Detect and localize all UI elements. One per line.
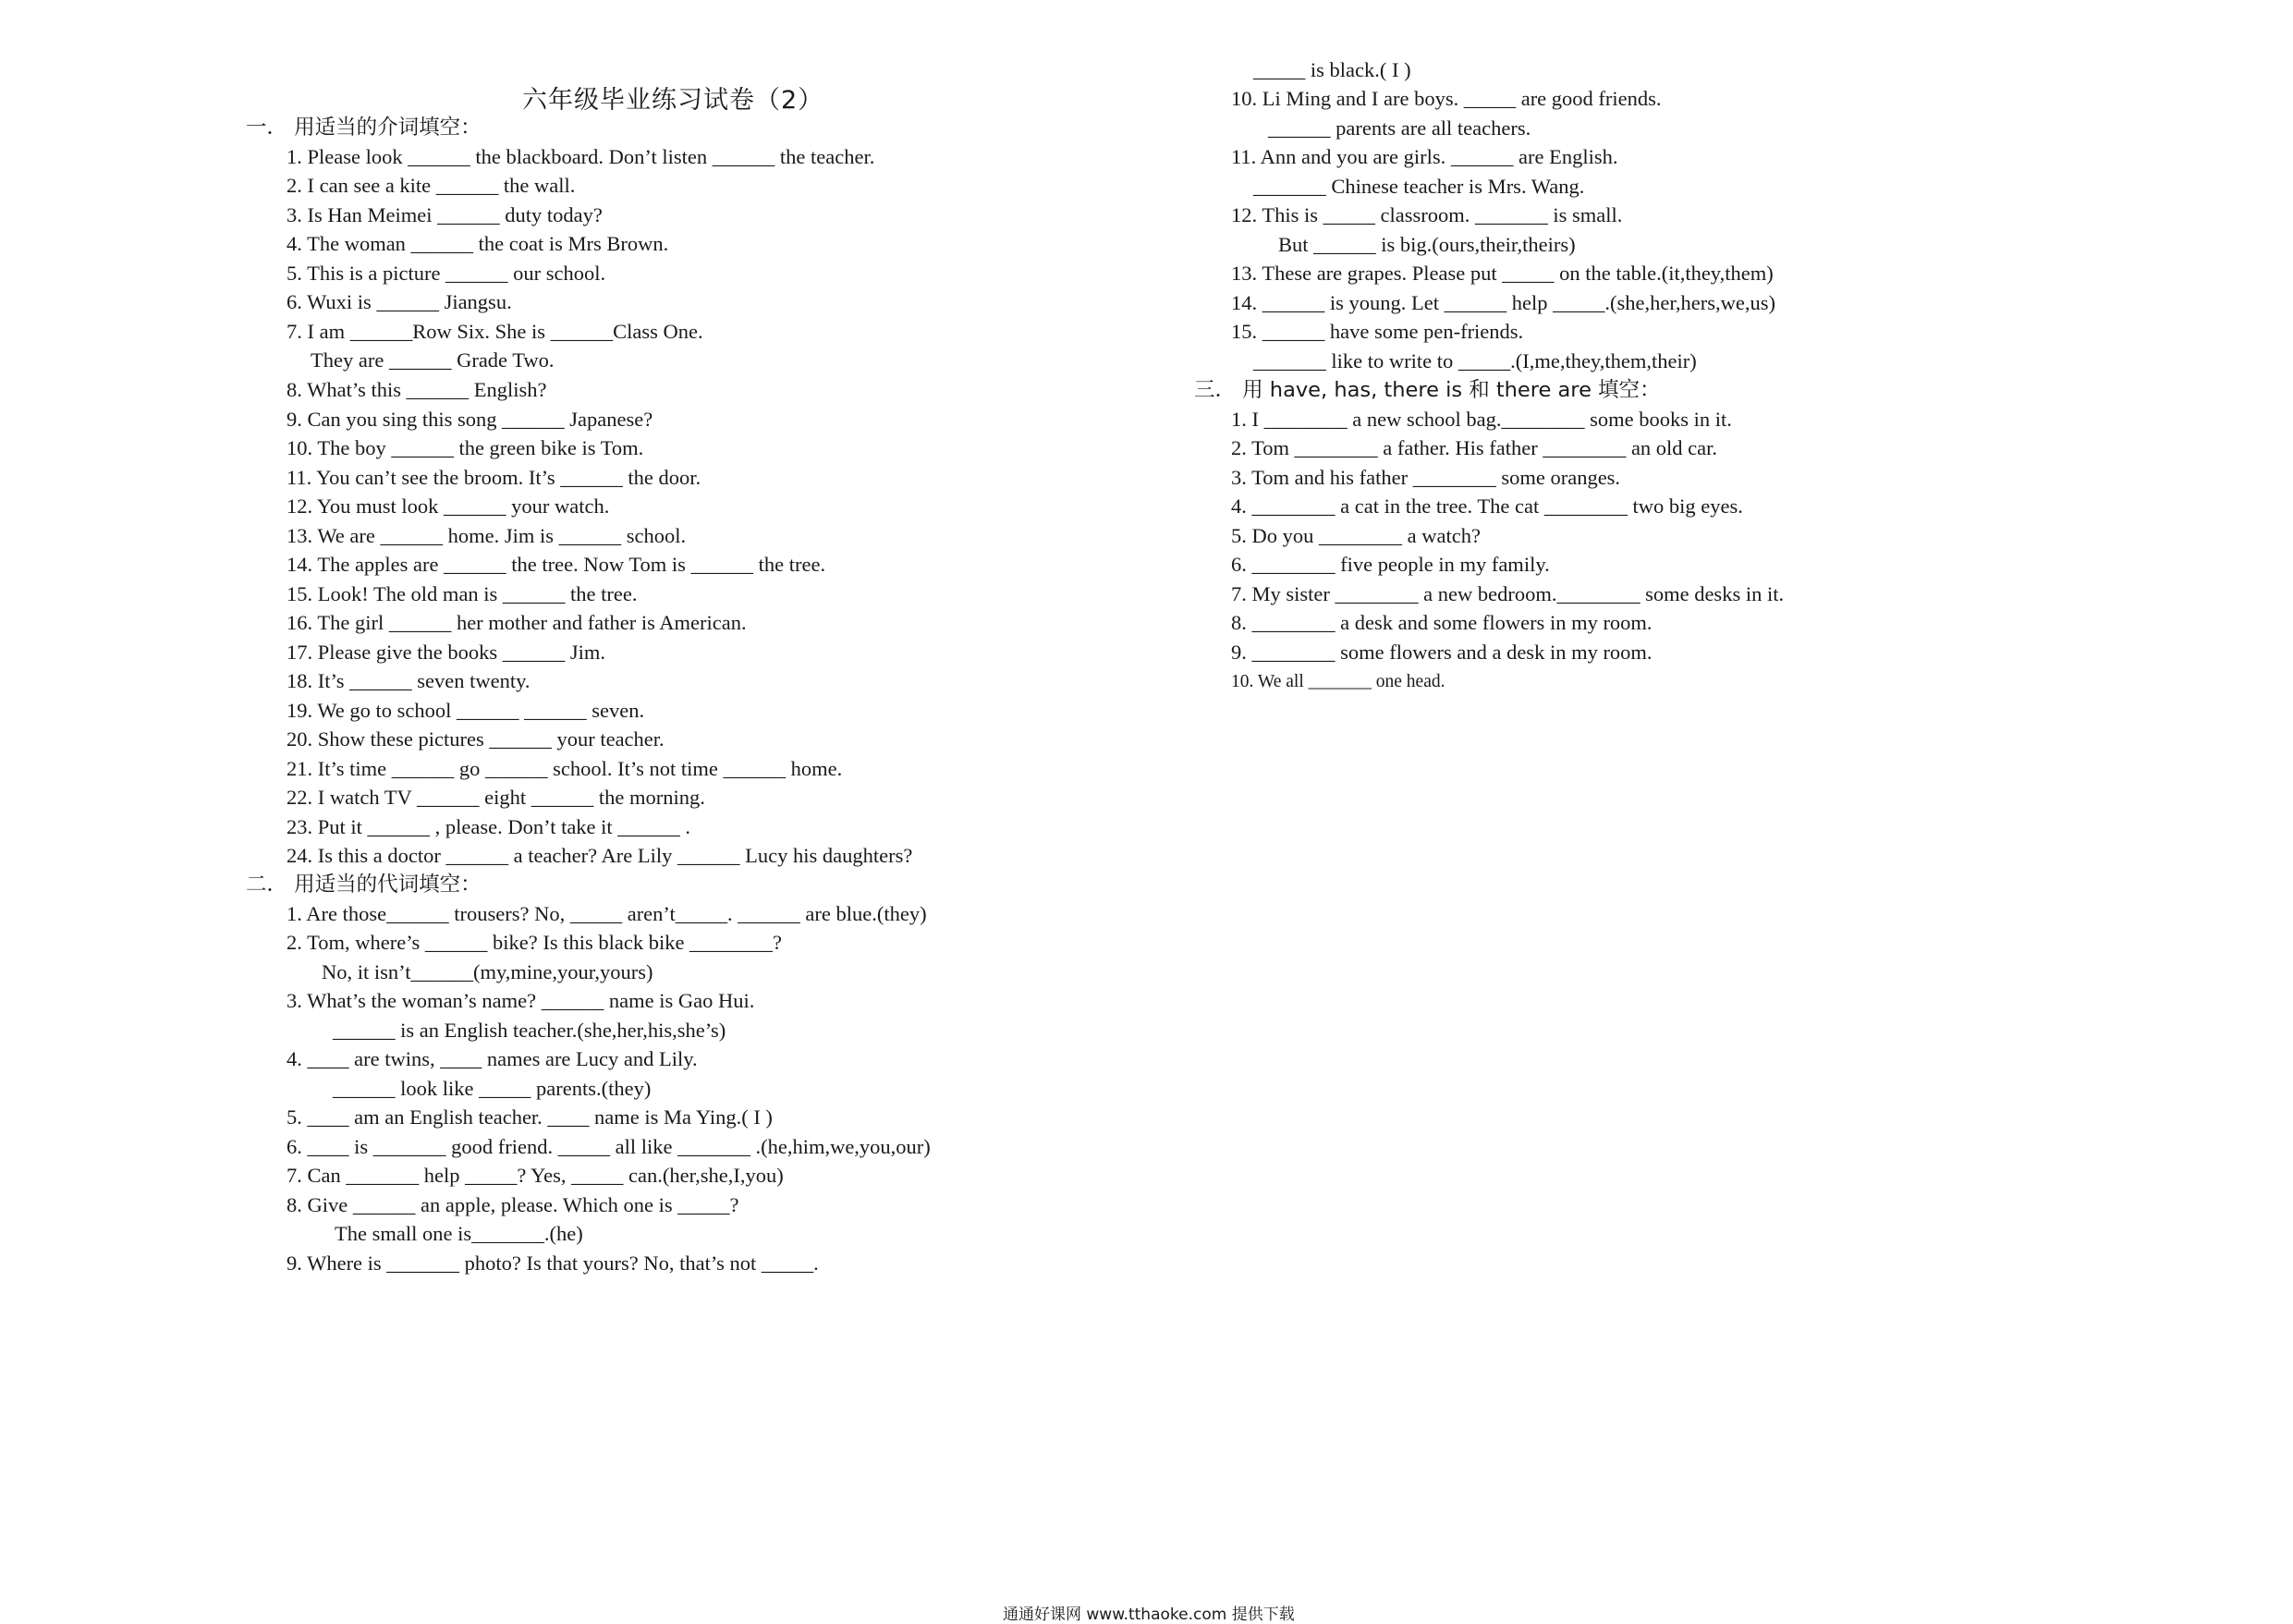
question-line: 7. I am ______Row Six. She is ______Class One. [287,320,703,343]
question-line: 3. What’s the woman’s name? ______ name is Gao Hui. [287,989,755,1012]
question-line: 10. Li Ming and I are boys. _____ are good friends. [1231,87,1662,110]
section-heading-1: 一． 用适当的介词填空： [246,116,482,140]
question-line: 11. You can’t see the broom. It’s ______ the door. [287,466,701,489]
question-line: 15. ______ have some pen-friends. [1231,320,1524,343]
question-line: _______ Chinese teacher is Mrs. Wang. [1253,175,1585,198]
question-line: 8. Give ______ an apple, please. Which one is _____? [287,1193,739,1216]
question-line: 4. The woman ______ the coat is Mrs Brown. [287,232,669,255]
question-line: ______ look like _____ parents.(they) [333,1077,652,1100]
question-line: 9. Can you sing this song ______ Japanese? [287,408,653,431]
question-line: 15. Look! The old man is ______ the tree. [287,582,638,605]
question-line: 8. What’s this ______ English? [287,378,547,401]
question-line: 16. The girl ______ her mother and father is American. [287,611,747,634]
question-line: 19. We go to school ______ ______ seven. [287,699,645,722]
section-heading-3: 三． 用 have, has, there is 和 there are 填空： [1194,378,1661,402]
question-line: 5. This is a picture ______ our school. [287,262,606,285]
question-line: 8. ________ a desk and some flowers in my room. [1231,611,1653,634]
question-line: 20. Show these pictures ______ your teacher. [287,727,665,751]
question-line: 10. We all _______ one head. [1231,672,1445,691]
page-title: 六年级毕业练习试卷（2） [522,86,824,115]
question-line: 2. I can see a kite ______ the wall. [287,174,576,197]
question-line: 14. The apples are ______ the tree. Now Tom is ______ the tree. [287,553,826,576]
question-line: 9. ________ some flowers and a desk in my room. [1231,641,1653,664]
question-line: 9. Where is _______ photo? Is that yours? No, that’s not _____. [287,1252,819,1275]
question-line: The small one is_______.(he) [335,1222,583,1245]
question-line: 18. It’s ______ seven twenty. [287,669,531,692]
page-footer: 通通好课网 www.tthaoke.com 提供下载 [1003,1606,1295,1624]
question-line: 3. Is Han Meimei ______ duty today? [287,203,603,226]
question-line: ______ is an English teacher.(she,her,his,she’s) [333,1019,726,1042]
question-line: 24. Is this a doctor ______ a teacher? Are Lily ______ Lucy his daughters? [287,844,913,867]
question-line: 13. We are ______ home. Jim is ______ school. [287,524,687,547]
question-line: 12. You must look ______ your watch. [287,495,610,518]
question-line: 7. Can _______ help _____? Yes, _____ can.(her,she,I,you) [287,1164,784,1187]
question-line: 5. ____ am an English teacher. ____ name is Ma Ying.( I ) [287,1105,773,1129]
question-line: 4. ________ a cat in the tree. The cat ________ two big eyes. [1231,495,1743,518]
question-line: 13. These are grapes. Please put _____ on the table.(it,they,them) [1231,262,1774,285]
question-line: No, it isn’t______(my,mine,your,yours) [322,960,653,983]
question-line: 2. Tom ________ a father. His father ________ an old car. [1231,436,1718,459]
question-line: 14. ______ is young. Let ______ help _____.(she,her,hers,we,us) [1231,291,1776,314]
question-line: They are ______ Grade Two. [311,348,555,372]
question-line: _______ like to write to _____.(I,me,they,them,their) [1253,349,1697,372]
question-line: 6. Wuxi is ______ Jiangsu. [287,290,512,313]
question-line: 3. Tom and his father ________ some oranges. [1231,466,1621,489]
question-line: 10. The boy ______ the green bike is Tom. [287,436,644,459]
question-line: 11. Ann and you are girls. ______ are English. [1231,145,1618,168]
section-heading-2: 二． 用适当的代词填空： [246,873,482,897]
question-line: 12. This is _____ classroom. _______ is small. [1231,203,1623,226]
question-line: 1. Please look ______ the blackboard. Don’t listen ______ the teacher. [287,145,875,168]
question-line: 1. Are those______ trousers? No, _____ aren’t_____. ______ are blue.(they) [287,902,927,925]
question-line: 23. Put it ______ , please. Don’t take it ______ . [287,815,691,838]
question-line: 2. Tom, where’s ______ bike? Is this black bike ________? [287,931,783,954]
question-line: 7. My sister ________ a new bedroom.________ some desks in it. [1231,582,1785,605]
question-line: 22. I watch TV ______ eight ______ the morning. [287,786,705,809]
question-line: _____ is black.( I ) [1253,58,1411,81]
question-line: 21. It’s time ______ go ______ school. It’s not time ______ home. [287,757,843,780]
question-line: 6. ____ is _______ good friend. _____ all like _______ .(he,him,we,you,our) [287,1135,931,1158]
question-line: 6. ________ five people in my family. [1231,553,1550,576]
question-line: 1. I ________ a new school bag.________ some books in it. [1231,408,1732,431]
question-line: But ______ is big.(ours,their,theirs) [1278,233,1576,256]
question-line: ______ parents are all teachers. [1268,116,1531,140]
question-line: 5. Do you ________ a watch? [1231,524,1481,547]
question-line: 17. Please give the books ______ Jim. [287,641,605,664]
question-line: 4. ____ are twins, ____ names are Lucy and Lily. [287,1047,698,1070]
